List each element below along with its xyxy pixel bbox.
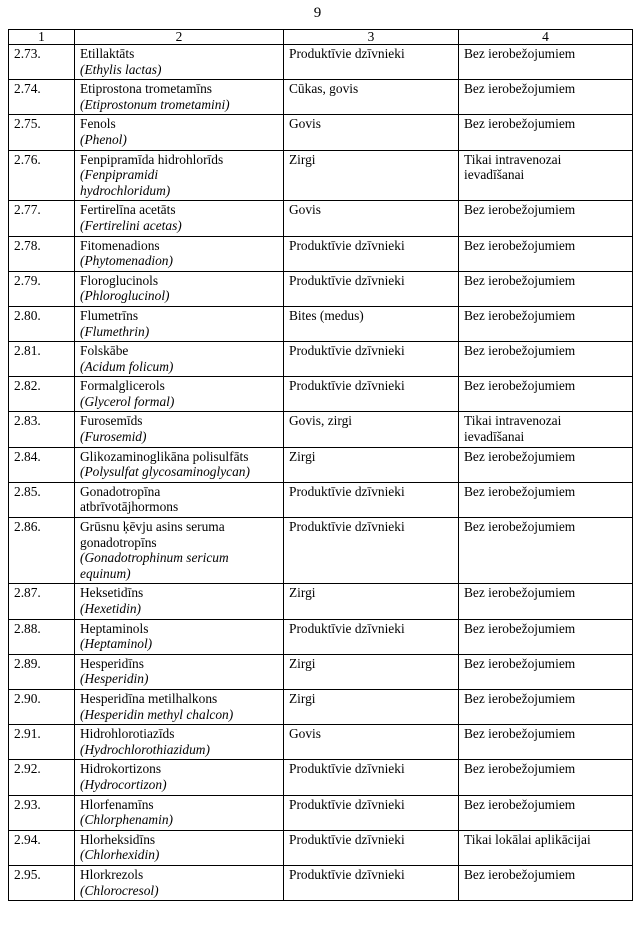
restriction-text: Bez ierobežojumiem — [464, 761, 576, 777]
table-row — [9, 236, 633, 271]
species-text: Produktīvie dzīvnieki — [289, 483, 405, 499]
restriction-cell — [459, 518, 633, 584]
substance-cell — [75, 342, 284, 377]
latin-name: (Fenpipramidi — [80, 167, 159, 183]
species-cell — [284, 518, 459, 584]
table-row — [9, 654, 633, 689]
restriction-text: ievadīšanai — [464, 167, 525, 183]
restriction-cell — [459, 236, 633, 271]
species-cell — [284, 619, 459, 654]
latin-name: (Hydrocortizon) — [80, 776, 167, 792]
substance-cell — [75, 201, 284, 236]
species-cell — [284, 760, 459, 795]
latin-name: (Hesperidin methyl chalcon) — [80, 706, 234, 722]
restriction-cell — [459, 619, 633, 654]
substance-cell — [75, 45, 284, 80]
species-text: Govis — [289, 726, 321, 742]
substance-cell — [75, 689, 284, 724]
column-header-1: 1 — [9, 30, 75, 45]
substance-cell — [75, 115, 284, 150]
restriction-cell — [459, 80, 633, 115]
latin-name: hydrochloridum) — [80, 182, 171, 198]
species-text: Zirgi — [289, 690, 316, 706]
substance-cell — [75, 150, 284, 201]
restriction-text: Bez ierobežojumiem — [464, 690, 576, 706]
species-cell — [284, 795, 459, 830]
species-cell — [284, 306, 459, 341]
restriction-text: ievadīšanai — [464, 429, 525, 445]
row-number: 2.92. — [9, 760, 75, 795]
restriction-cell — [459, 150, 633, 201]
species-text: Zirgi — [289, 655, 316, 671]
latin-name: (Furosemid) — [80, 429, 147, 445]
table-row — [9, 45, 633, 80]
species-text: Govis — [289, 116, 321, 132]
latin-name: (Chlorocresol) — [80, 882, 159, 898]
substance-cell — [75, 377, 284, 412]
substance-name: Hesperidīna metilhalkons — [80, 690, 218, 706]
substance-name: Etillaktāts — [80, 46, 135, 61]
latin-name: (Glycerol formal) — [80, 393, 175, 409]
table-row — [9, 342, 633, 377]
species-text: Produktīvie dzīvnieki — [289, 796, 405, 812]
table-row — [9, 689, 633, 724]
substance-cell — [75, 447, 284, 482]
species-cell — [284, 271, 459, 306]
latin-name: (Hesperidin) — [80, 671, 149, 687]
species-text: Produktīvie dzīvnieki — [289, 378, 405, 394]
table-row — [9, 412, 633, 447]
table-row — [9, 518, 633, 584]
latin-name: (Acidum folicum) — [80, 358, 174, 374]
row-number: 2.80. — [9, 306, 75, 341]
species-cell — [284, 201, 459, 236]
row-number: 2.86. — [9, 518, 75, 584]
species-text: Produktīvie dzīvnieki — [289, 866, 405, 882]
restriction-text: Bez ierobežojumiem — [464, 81, 576, 97]
page-number: 9 — [313, 5, 322, 21]
substance-name: Glikozaminoglikāna polisulfāts — [80, 448, 249, 464]
restriction-text: Bez ierobežojumiem — [464, 307, 576, 323]
restriction-text: Bez ierobežojumiem — [464, 655, 576, 671]
substance-cell — [75, 236, 284, 271]
species-text: Produktīvie dzīvnieki — [289, 46, 405, 61]
restriction-text: Tikai intravenozai — [464, 413, 562, 429]
latin-name: (Chlorhexidin) — [80, 847, 160, 863]
species-cell — [284, 80, 459, 115]
latin-name: (Phloroglucinol) — [80, 288, 170, 304]
latin-name: equinum) — [80, 565, 131, 581]
substance-cell — [75, 306, 284, 341]
row-number: 2.91. — [9, 725, 75, 760]
latin-name: (Chlorphenamin) — [80, 812, 173, 828]
restriction-text: Bez ierobežojumiem — [464, 343, 576, 359]
restriction-text: Bez ierobežojumiem — [464, 585, 576, 601]
latin-name: (Hexetidin) — [80, 601, 141, 616]
species-text: Produktīvie dzīvnieki — [289, 272, 405, 288]
substance-cell — [75, 271, 284, 306]
species-text: Produktīvie dzīvnieki — [289, 343, 405, 359]
species-cell — [284, 654, 459, 689]
substance-name: Formalglicerols — [80, 378, 165, 394]
restriction-cell — [459, 201, 633, 236]
restriction-cell — [459, 482, 633, 517]
substance-cell — [75, 760, 284, 795]
substance-cell — [75, 795, 284, 830]
species-cell — [284, 150, 459, 201]
table-row — [9, 447, 633, 482]
row-number: 2.81. — [9, 342, 75, 377]
substance-name: Fenols — [80, 116, 116, 132]
restriction-text: Bez ierobežojumiem — [464, 202, 576, 218]
species-cell — [284, 447, 459, 482]
table-row — [9, 619, 633, 654]
substance-name: Fitomenadions — [80, 237, 160, 253]
table-row — [9, 725, 633, 760]
species-text: Produktīvie dzīvnieki — [289, 620, 405, 636]
restriction-cell — [459, 795, 633, 830]
substance-table — [8, 29, 633, 901]
substance-cell — [75, 725, 284, 760]
restriction-cell — [459, 865, 633, 900]
species-cell — [284, 236, 459, 271]
row-number: 2.90. — [9, 689, 75, 724]
substance-cell — [75, 865, 284, 900]
restriction-cell — [459, 689, 633, 724]
substance-cell — [75, 830, 284, 865]
substance-name: Hidrohlorotiazīds — [80, 726, 175, 742]
species-text: Produktīvie dzīvnieki — [289, 831, 405, 847]
species-text: Zirgi — [289, 151, 316, 167]
latin-name: (Ethylis lactas) — [80, 61, 162, 77]
row-number: 2.83. — [9, 412, 75, 447]
species-cell — [284, 584, 459, 619]
row-number: 2.76. — [9, 150, 75, 201]
row-number: 2.89. — [9, 654, 75, 689]
species-cell — [284, 482, 459, 517]
restriction-text: Bez ierobežojumiem — [464, 448, 576, 464]
row-number: 2.79. — [9, 271, 75, 306]
table-row — [9, 865, 633, 900]
restriction-cell — [459, 306, 633, 341]
species-text: Cūkas, govis — [289, 81, 359, 97]
substance-name: Fertirelīna acetāts — [80, 202, 176, 218]
species-cell — [284, 342, 459, 377]
substance-cell — [75, 412, 284, 447]
restriction-text: Bez ierobežojumiem — [464, 378, 576, 394]
restriction-text: Bez ierobežojumiem — [464, 116, 576, 132]
restriction-text: Tikai intravenozai — [464, 151, 562, 167]
table-row — [9, 80, 633, 115]
restriction-text: Tikai lokālai aplikācijai — [464, 831, 591, 847]
substance-name: Floroglucinols — [80, 272, 159, 288]
restriction-cell — [459, 377, 633, 412]
table-body — [9, 45, 633, 901]
restriction-cell — [459, 342, 633, 377]
species-text: Produktīvie dzīvnieki — [289, 519, 405, 535]
species-text: Govis, zirgi — [289, 413, 352, 429]
restriction-text: Bez ierobežojumiem — [464, 796, 576, 812]
substance-name: gonadotropīns — [80, 534, 157, 550]
table-row — [9, 306, 633, 341]
table-row — [9, 201, 633, 236]
substance-name: Flumetrīns — [80, 307, 139, 323]
restriction-cell — [459, 45, 633, 80]
substance-name: Heksetidīns — [80, 585, 144, 601]
table-row — [9, 482, 633, 517]
latin-name: (Gonadotrophinum sericum — [80, 550, 229, 566]
row-number: 2.88. — [9, 619, 75, 654]
row-number: 2.85. — [9, 482, 75, 517]
restriction-cell — [459, 271, 633, 306]
row-number: 2.73. — [9, 45, 75, 80]
latin-name: (Polysulfat glycosaminoglycan) — [80, 464, 250, 480]
substance-name: Gonadotropīna — [80, 483, 161, 499]
substance-name: Hesperidīns — [80, 655, 144, 671]
row-number: 2.77. — [9, 201, 75, 236]
substance-name: Furosemīds — [80, 413, 143, 429]
restriction-cell — [459, 584, 633, 619]
latin-name: (Phytomenadion) — [80, 253, 173, 269]
table-row — [9, 584, 633, 619]
restriction-text: Bez ierobežojumiem — [464, 519, 576, 535]
substance-cell — [75, 654, 284, 689]
species-cell — [284, 725, 459, 760]
restriction-text: Bez ierobežojumiem — [464, 866, 576, 882]
restriction-cell — [459, 115, 633, 150]
restriction-cell — [459, 725, 633, 760]
table-row — [9, 795, 633, 830]
column-header-2: 2 — [75, 30, 284, 45]
restriction-text: Bez ierobežojumiem — [464, 46, 576, 61]
row-number: 2.94. — [9, 830, 75, 865]
substance-cell — [75, 619, 284, 654]
species-cell — [284, 830, 459, 865]
substance-name: Hlorfenamīns — [80, 796, 154, 812]
row-number: 2.84. — [9, 447, 75, 482]
column-header-3: 3 — [284, 30, 459, 45]
row-number: 2.95. — [9, 865, 75, 900]
restriction-cell — [459, 760, 633, 795]
row-number: 2.87. — [9, 584, 75, 619]
row-number: 2.93. — [9, 795, 75, 830]
restriction-text: Bez ierobežojumiem — [464, 483, 576, 499]
row-number: 2.82. — [9, 377, 75, 412]
substance-cell — [75, 518, 284, 584]
latin-name: (Phenol) — [80, 131, 127, 147]
substance-name: Grūsnu ķēvju asins seruma — [80, 519, 225, 535]
restriction-cell — [459, 447, 633, 482]
species-cell — [284, 865, 459, 900]
species-text: Zirgi — [289, 585, 316, 601]
restriction-text: Bez ierobežojumiem — [464, 237, 576, 253]
species-text: Produktīvie dzīvnieki — [289, 761, 405, 777]
substance-cell — [75, 80, 284, 115]
substance-name: Hlorkrezols — [80, 866, 144, 882]
species-cell — [284, 412, 459, 447]
row-number: 2.78. — [9, 236, 75, 271]
table-row — [9, 271, 633, 306]
restriction-text: Bez ierobežojumiem — [464, 620, 576, 636]
table-row — [9, 377, 633, 412]
substance-name: Folskābe — [80, 343, 129, 359]
species-text: Produktīvie dzīvnieki — [289, 237, 405, 253]
table-header-row — [9, 30, 633, 45]
row-number: 2.75. — [9, 115, 75, 150]
species-cell — [284, 377, 459, 412]
row-number: 2.74. — [9, 80, 75, 115]
species-cell — [284, 689, 459, 724]
restriction-cell — [459, 830, 633, 865]
substance-name: Hidrokortizons — [80, 761, 162, 777]
table-row — [9, 150, 633, 201]
restriction-text: Bez ierobežojumiem — [464, 726, 576, 742]
substance-name: Etiprostona trometamīns — [80, 81, 213, 97]
species-cell — [284, 115, 459, 150]
table-row — [9, 830, 633, 865]
species-cell — [284, 45, 459, 80]
column-header-4: 4 — [459, 30, 633, 45]
table-row — [9, 115, 633, 150]
substance-name: Hlorheksidīns — [80, 831, 156, 847]
latin-name: (Fertirelini acetas) — [80, 217, 182, 233]
restriction-text: Bez ierobežojumiem — [464, 272, 576, 288]
species-text: Bites (medus) — [289, 307, 364, 323]
restriction-cell — [459, 654, 633, 689]
latin-name: (Heptaminol) — [80, 636, 153, 652]
substance-name: atbrīvotājhormons — [80, 499, 179, 515]
table-row — [9, 760, 633, 795]
substance-name: Heptaminols — [80, 620, 149, 636]
restriction-cell — [459, 412, 633, 447]
species-text: Govis — [289, 202, 321, 218]
substance-cell — [75, 584, 284, 619]
latin-name: (Flumethrin) — [80, 323, 150, 339]
latin-name: (Hydrochlorothiazidum) — [80, 741, 210, 757]
substance-cell — [75, 482, 284, 517]
latin-name: (Etiprostonum trometamini) — [80, 96, 230, 112]
substance-name: Fenpipramīda hidrohlorīds — [80, 151, 224, 167]
species-text: Zirgi — [289, 448, 316, 464]
